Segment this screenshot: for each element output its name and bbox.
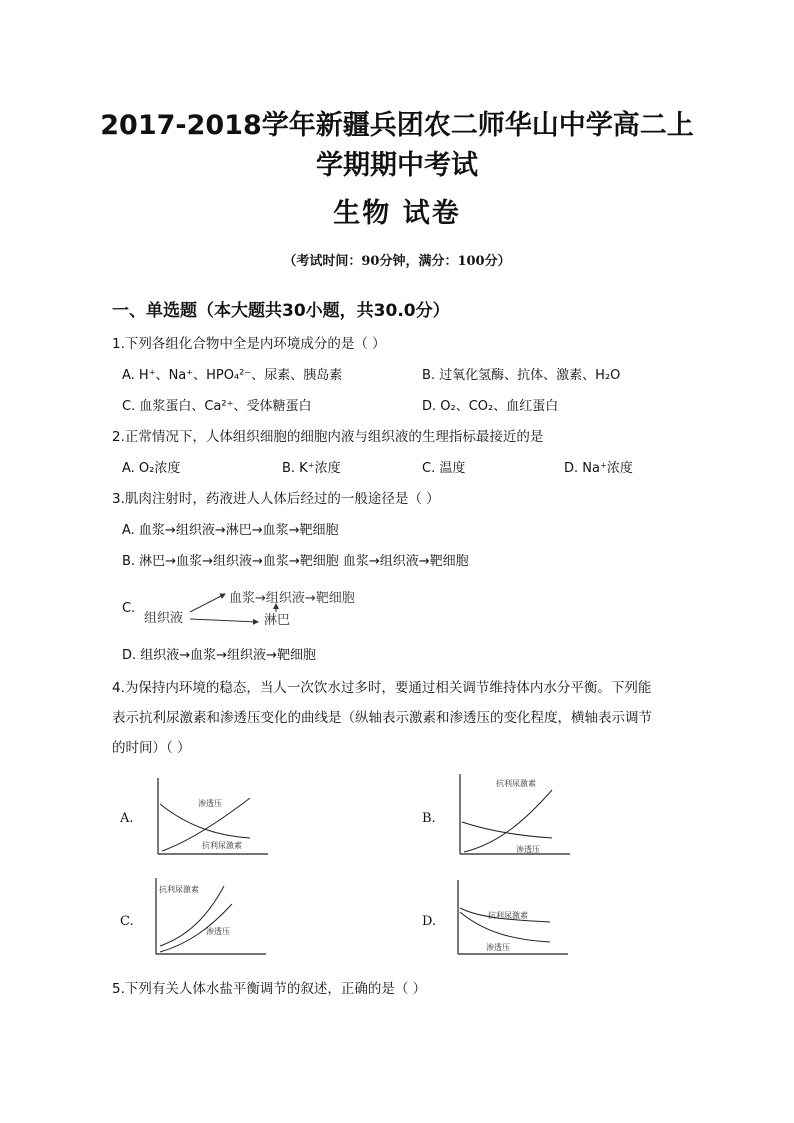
question-3-stem: 3.肌肉注射时，药液进人人体后经过的一般途径是（ ）	[112, 491, 440, 507]
graph-c-osmotic-label: 渗透压	[206, 927, 230, 936]
question-4-option-d-label: D.	[422, 914, 437, 929]
graph-a-adh-label: 抗利尿激素	[202, 841, 242, 850]
subject-title: 生物 试卷	[333, 198, 461, 229]
graph-d-osmotic-label: 渗透压	[486, 943, 510, 952]
question-4-stem-line2: 表示抗利尿激素和渗透压变化的曲线是（纵轴表示激素和渗透压的变化程度，横轴表示调节	[112, 710, 652, 726]
exam-title-line1: 2017-2018学年新疆兵团农二师华山中学高二上	[100, 110, 694, 141]
question-4-option-b-label: B.	[422, 811, 436, 826]
question-3-option-a: A. 血浆→组织液→淋巴→血浆→靶细胞	[122, 523, 339, 538]
diagram-lymph: 淋巴	[264, 613, 291, 628]
section-heading: 一、单选题（本大题共30小题，共30.0分）	[112, 301, 450, 321]
exam-info: （考试时间：90分钟，满分：100分）	[283, 254, 511, 269]
graph-c-curve-adh	[160, 886, 224, 946]
diagram-arrow-up	[190, 594, 225, 612]
question-1-option-b: B. 过氧化氢酶、抗体、激素、H₂O	[422, 368, 621, 383]
question-2-option-b: B. K⁺浓度	[282, 461, 341, 476]
question-1-option-a: A. H⁺、Na⁺、HPO₄²⁻、尿素、胰岛素	[122, 368, 343, 383]
question-2-option-d: D. Na⁺浓度	[564, 461, 633, 476]
question-1-option-d: D. O₂、CO₂、血红蛋白	[422, 399, 559, 414]
question-4-graph-b	[452, 772, 572, 861]
question-2-option-c: C. 温度	[422, 461, 466, 476]
question-4-stem-line1: 4.为保持内环境的稳态，当人一次饮水过多时，要通过相关调节维持体内水分平衡。下列能	[112, 680, 652, 696]
question-1-stem: 1.下列各组化合物中全是内环境成分的是（ ）	[112, 336, 386, 352]
graph-b-adh-label: 抗利尿激素	[496, 779, 536, 788]
question-4-graph-d	[450, 878, 572, 960]
question-2-stem: 2.正常情况下，人体组织细胞的细胞内液与组织液的生理指标最接近的是	[112, 429, 544, 445]
diagram-top-path: 血浆→组织液→靶细胞	[229, 591, 355, 606]
question-2-option-a: A. O₂浓度	[122, 461, 181, 476]
graph-a-curve-adh	[160, 804, 250, 838]
question-3-option-b: B. 淋巴→血浆→组织液→血浆→靶细胞 血浆→组织液→靶细胞	[122, 554, 469, 569]
diagram-tissue-fluid: 组织液	[144, 611, 184, 626]
question-4-option-a-label: A.	[120, 811, 134, 826]
graph-b-curve-adh	[464, 790, 552, 852]
question-3-option-c-diagram	[140, 582, 380, 632]
question-4-graph-a	[150, 776, 270, 861]
graph-c-adh-label: 抗利尿激素	[159, 885, 199, 894]
graph-a-osmotic-label: 渗透压	[198, 799, 222, 808]
exam-title-line2: 学期期中考试	[316, 150, 478, 181]
question-4-option-c-label: C.	[120, 914, 134, 929]
question-1-option-c: C. 血浆蛋白、Ca²⁺、受体糖蛋白	[122, 399, 312, 414]
question-4-stem-line3: 的时间）（ ）	[112, 740, 191, 756]
graph-b-curve-osmotic	[462, 822, 552, 838]
question-4-graph-c	[148, 876, 270, 960]
question-3-option-c-label: C.	[122, 601, 136, 616]
question-5-stem: 5.下列有关人体水盐平衡调节的叙述，正确的是（ ）	[112, 981, 427, 997]
graph-d-adh-label: 抗利尿激素	[488, 911, 528, 920]
diagram-arrow-right	[190, 619, 258, 622]
question-3-option-d: D. 组织液→血浆→组织液→靶细胞	[122, 648, 316, 663]
graph-b-osmotic-label: 渗透压	[516, 845, 540, 854]
